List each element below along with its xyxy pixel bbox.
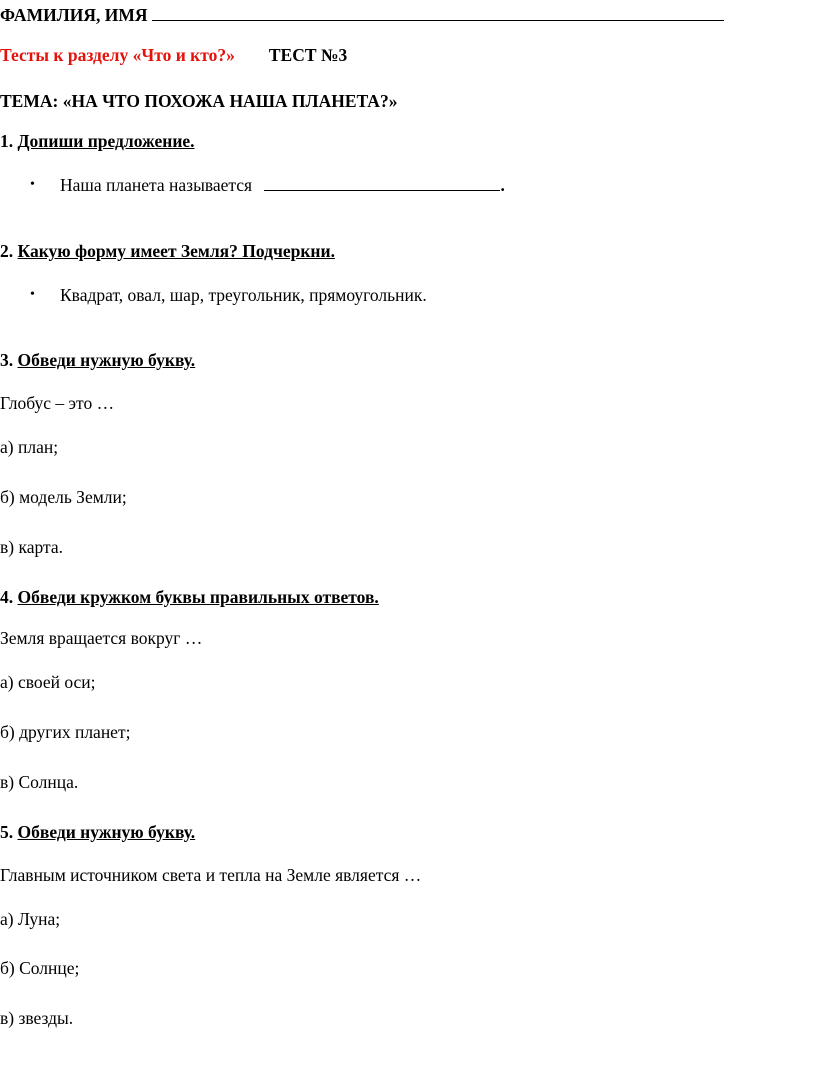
planet-name-blank[interactable] xyxy=(264,175,500,191)
question-5-number: 5. xyxy=(0,822,14,842)
name-blank[interactable] xyxy=(152,5,724,21)
question-4-prompt: Земля вращается вокруг … xyxy=(0,628,203,648)
question-2-number: 2. xyxy=(0,241,14,261)
question-4-instruction: Обведи кружком буквы правильных ответов. xyxy=(17,587,379,607)
question-4-option-a[interactable]: а) своей оси; xyxy=(0,672,96,692)
bullet-icon: • xyxy=(30,287,35,302)
question-3-option-b[interactable]: б) модель Земли; xyxy=(0,487,127,507)
question-3-prompt: Глобус – это … xyxy=(0,393,115,413)
question-1-item xyxy=(0,174,816,196)
question-3-instruction: Обведи нужную букву. xyxy=(17,350,196,370)
section-title: Тесты к разделу «Что и кто?» xyxy=(0,45,235,65)
question-3-option-c[interactable]: в) карта. xyxy=(0,537,63,557)
question-1-end: . xyxy=(500,175,505,195)
question-2-options[interactable]: Квадрат, овал, шар, треугольник, прямоугольник. xyxy=(60,285,427,305)
question-5-instruction: Обведи нужную букву. xyxy=(17,822,196,842)
question-5-option-b[interactable]: б) Солнце; xyxy=(0,958,80,978)
question-1-number: 1. xyxy=(0,131,14,151)
question-5-prompt: Главным источником света и тепла на Земле является … xyxy=(0,865,422,885)
name-line xyxy=(0,4,724,26)
test-title-line xyxy=(0,44,347,66)
question-1-heading xyxy=(0,130,195,152)
question-5-heading xyxy=(0,821,195,843)
question-4-option-c[interactable]: в) Солнца. xyxy=(0,772,79,792)
bullet-icon: • xyxy=(30,177,35,192)
question-3-option-a[interactable]: а) план; xyxy=(0,437,59,457)
question-2-instruction: Какую форму имеет Земля? Подчеркни. xyxy=(17,241,335,261)
question-1-text: Наша планета называется xyxy=(60,175,253,195)
question-2-heading xyxy=(0,240,335,262)
name-label: ФАМИЛИЯ, ИМЯ xyxy=(0,5,148,25)
question-3-number: 3. xyxy=(0,350,14,370)
question-2-item xyxy=(0,284,816,306)
question-4-heading xyxy=(0,586,379,608)
test-number: ТЕСТ №3 xyxy=(268,45,348,65)
question-4-option-b[interactable]: б) других планет; xyxy=(0,722,131,742)
question-5-option-c[interactable]: в) звезды. xyxy=(0,1008,74,1028)
question-4-number: 4. xyxy=(0,587,14,607)
theme-title: ТЕМА: «НА ЧТО ПОХОЖА НАША ПЛАНЕТА?» xyxy=(0,91,398,111)
question-3-heading xyxy=(0,349,195,371)
question-1-instruction: Допиши предложение. xyxy=(17,131,195,151)
question-5-option-a[interactable]: а) Луна; xyxy=(0,909,61,929)
